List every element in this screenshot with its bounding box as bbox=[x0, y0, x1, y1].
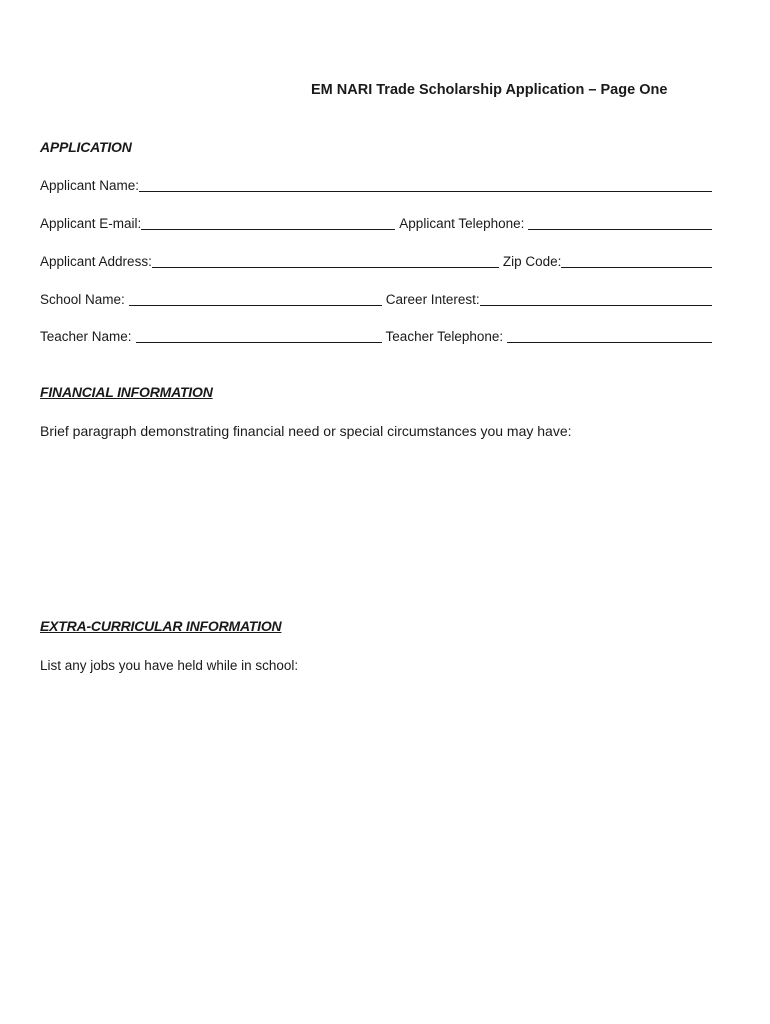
applicant-address-label: Applicant Address: bbox=[40, 254, 152, 269]
applicant-name-field[interactable] bbox=[139, 177, 712, 192]
career-interest-field[interactable] bbox=[480, 291, 712, 306]
school-row bbox=[40, 290, 712, 308]
school-name-label: School Name: bbox=[40, 292, 125, 307]
applicant-email-label: Applicant E-mail: bbox=[40, 216, 142, 231]
financial-prompt: Brief paragraph demonstrating financial need or special circumstances you may have: bbox=[40, 423, 572, 439]
zip-code-field[interactable] bbox=[561, 253, 712, 268]
teacher-name-label: Teacher Name: bbox=[40, 329, 132, 344]
applicant-email-field[interactable] bbox=[141, 215, 395, 230]
extracurricular-prompt: List any jobs you have held while in school: bbox=[40, 658, 299, 673]
applicant-telephone-field[interactable] bbox=[528, 215, 712, 230]
teacher-telephone-field[interactable] bbox=[507, 328, 712, 343]
teacher-telephone-label: Teacher Telephone: bbox=[385, 329, 504, 344]
financial-heading: FINANCIAL INFORMATION bbox=[40, 384, 213, 400]
applicant-address-row bbox=[40, 252, 712, 270]
career-interest-label: Career Interest: bbox=[385, 292, 480, 307]
applicant-contact-row bbox=[40, 214, 712, 232]
application-heading: APPLICATION bbox=[40, 139, 132, 155]
teacher-row bbox=[40, 327, 712, 345]
applicant-telephone-label: Applicant Telephone: bbox=[399, 216, 525, 231]
zip-code-label: Zip Code: bbox=[502, 254, 562, 269]
school-name-field[interactable] bbox=[129, 291, 382, 306]
extracurricular-heading: EXTRA-CURRICULAR INFORMATION bbox=[40, 618, 282, 634]
teacher-name-field[interactable] bbox=[136, 328, 382, 343]
page-title: EM NARI Trade Scholarship Application – Page One bbox=[311, 82, 668, 98]
applicant-name-row bbox=[40, 176, 712, 194]
applicant-name-label: Applicant Name: bbox=[40, 178, 140, 193]
applicant-address-field[interactable] bbox=[152, 253, 499, 268]
